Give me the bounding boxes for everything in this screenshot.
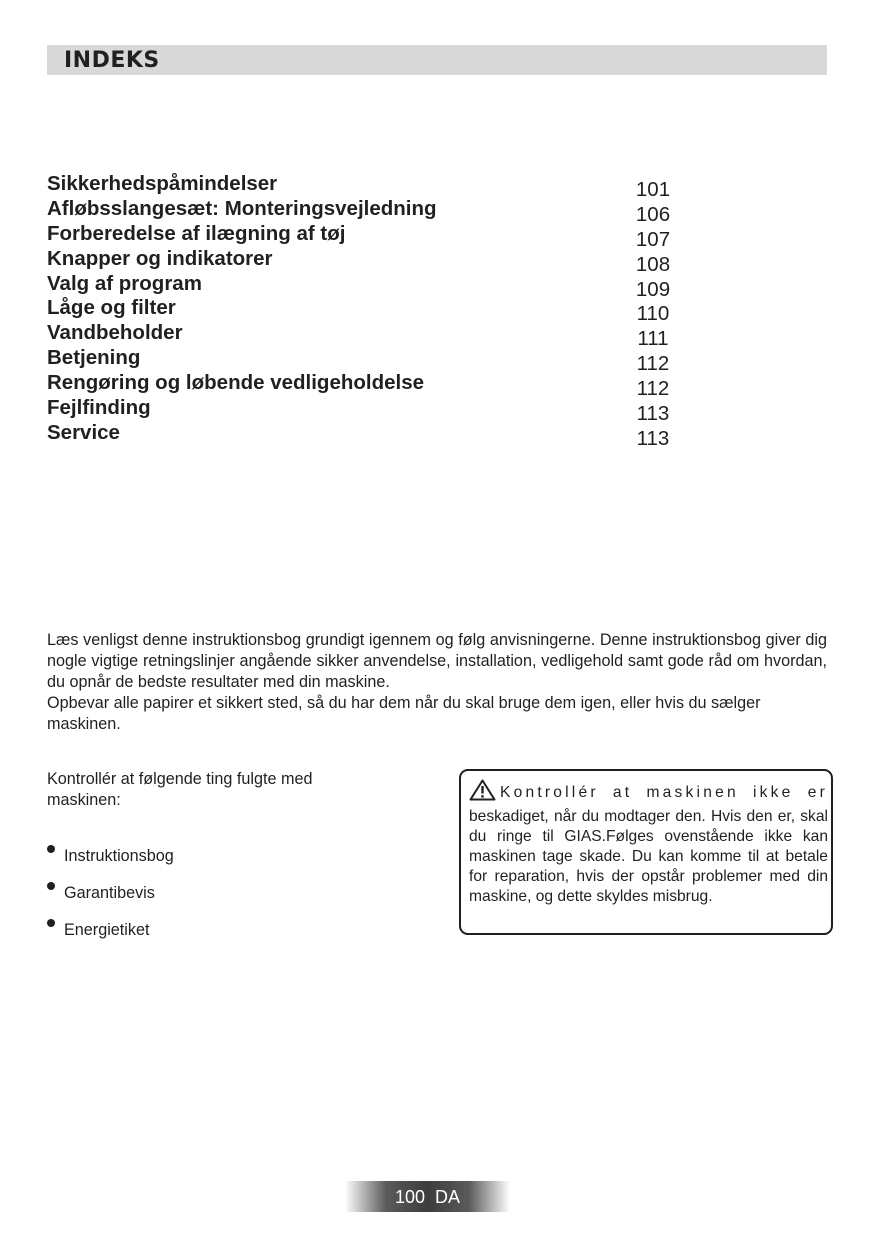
- toc-label: Afløbsslangesæt: Monteringsvejledning: [47, 196, 437, 220]
- toc-label: Fejlfinding: [47, 396, 151, 420]
- bullet-icon: [47, 882, 55, 890]
- toc-row[interactable]: [47, 196, 687, 226]
- toc-label: Betjening: [47, 346, 141, 370]
- language-code: DA: [435, 1187, 461, 1207]
- bullet-icon: [47, 845, 55, 853]
- toc-row[interactable]: [47, 420, 687, 450]
- toc-label: Valg af program: [47, 271, 202, 295]
- toc-label: Knapper og indikatorer: [47, 246, 273, 270]
- header-bar: [47, 45, 827, 75]
- toc-page-number: 109: [635, 277, 671, 301]
- checklist-label: Kontrollér at følgende ting fulgte med maskinen:: [47, 770, 313, 809]
- toc-page-number: 110: [636, 302, 670, 326]
- toc-row[interactable]: [47, 346, 687, 376]
- toc-page-number: 113: [636, 402, 670, 426]
- list-item-text: Garantibevis: [64, 884, 155, 902]
- toc-row[interactable]: [47, 396, 687, 426]
- intro-text: [47, 630, 827, 735]
- toc-page-number: 112: [636, 352, 670, 376]
- page-number: 100: [394, 1187, 425, 1207]
- toc-label: Rengøring og løbende vedligeholdelse: [47, 371, 425, 395]
- toc-label: Vandbeholder: [47, 321, 183, 345]
- warning-triangle-icon: [469, 779, 496, 807]
- list-item-text: Instruktionsbog: [64, 847, 174, 865]
- bullet-icon: [47, 919, 55, 927]
- table-of-contents: [47, 172, 687, 450]
- toc-row[interactable]: [47, 221, 687, 251]
- toc-page-number: 106: [635, 202, 671, 226]
- toc-page-number: 108: [635, 252, 671, 276]
- page-number-label: [345, 1187, 510, 1207]
- toc-label: Service: [47, 420, 120, 444]
- toc-page-number: 101: [635, 178, 671, 201]
- toc-page-number: 107: [635, 227, 671, 251]
- toc-row[interactable]: [47, 296, 687, 326]
- warning-text: beskadiget, når du modtager den. Hvis den er, skal du ringe til GIAS.Følges ovenstående ikke kan maskinen tage skade. Du kan komme til at betale for reparation, hvis der opstår problemer med din maskine, og dette skyldes misbrug.: [469, 808, 828, 905]
- page-title: INDEKS: [64, 48, 160, 73]
- toc-label: Sikkerhedspåmindelser: [47, 172, 278, 195]
- list-item-text: Energietiket: [64, 921, 150, 939]
- toc-label: Låge og filter: [47, 296, 176, 320]
- toc-page-number: 112: [636, 377, 670, 401]
- toc-row[interactable]: [47, 321, 687, 351]
- warning-box: [459, 769, 833, 935]
- toc-row[interactable]: [47, 371, 687, 401]
- intro-paragraph: Læs venligst denne instruktionsbog grundigt igennem og følg anvisningerne. Denne instruktionsbog giver dig nogle vigtige retningslinjer angående sikker anvendelse, installation, vedligehold samt gode råd om hvordan, du opnår de bedste resultater med din maskine.: [47, 631, 827, 691]
- intro-paragraph: Opbevar alle papirer et sikkert sted, så du har dem når du skal bruge dem igen, eller hvis du sælger maskinen.: [47, 694, 761, 733]
- toc-label: Forberedelse af ilægning af tøj: [47, 221, 346, 245]
- warning-first-line: Kontrollér at maskinen ikke er: [500, 784, 828, 801]
- toc-row[interactable]: [47, 271, 687, 301]
- toc-page-number: 113: [636, 426, 670, 450]
- page-footer: [345, 1181, 510, 1212]
- toc-row[interactable]: [47, 246, 687, 276]
- toc-page-number: 111: [637, 327, 669, 351]
- toc-row[interactable]: [47, 172, 687, 201]
